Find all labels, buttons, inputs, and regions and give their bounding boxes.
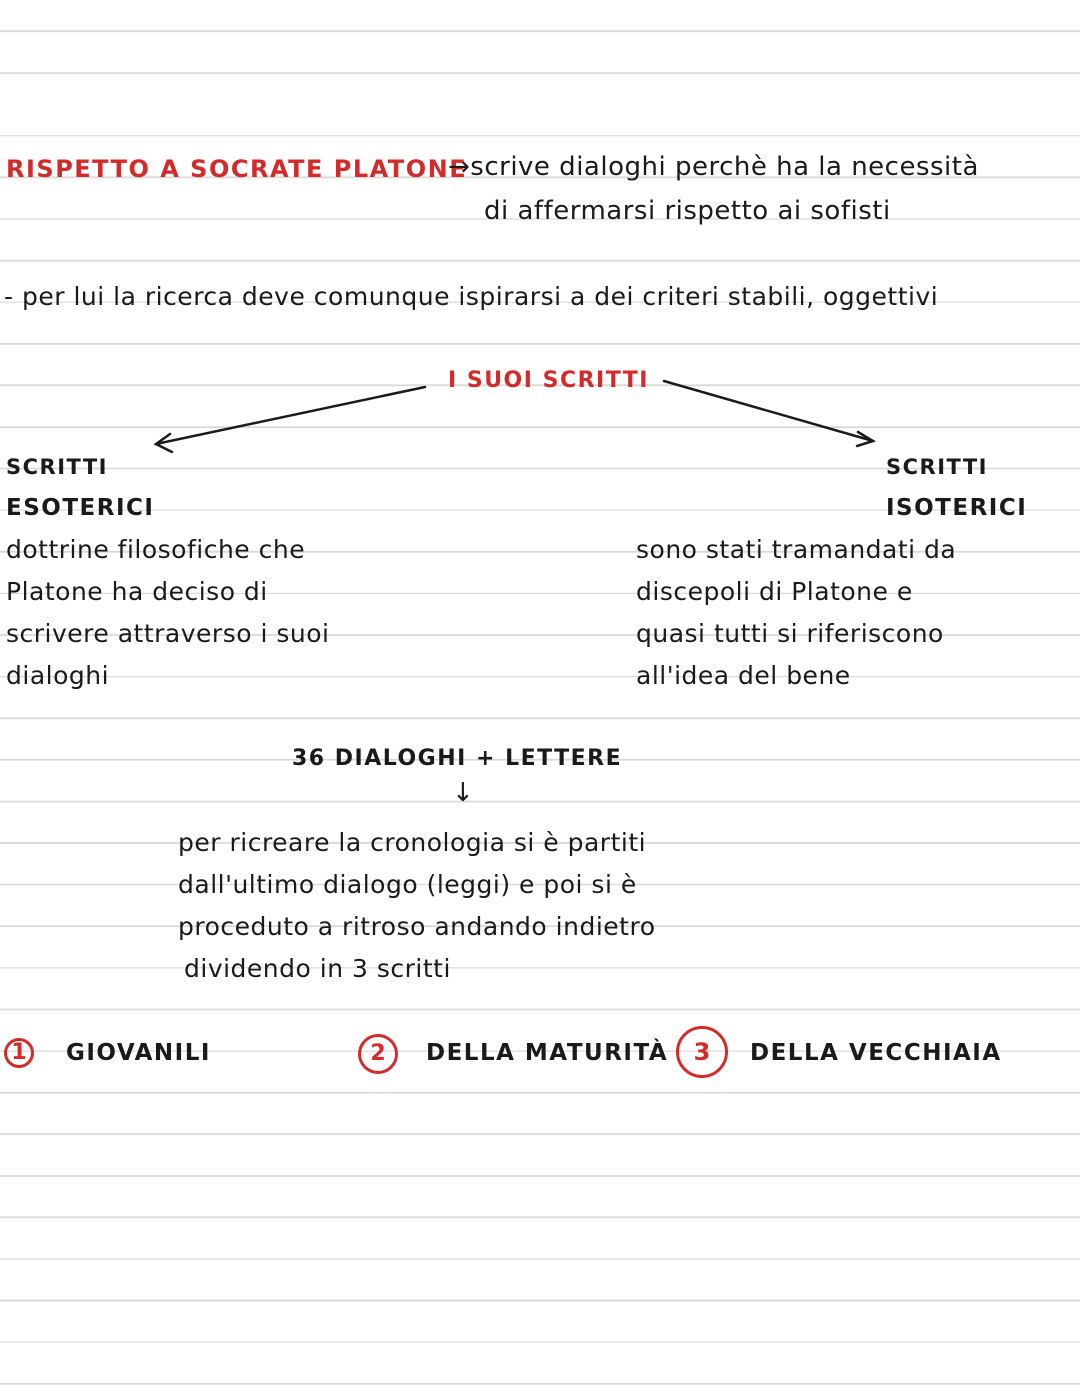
left-title-2: ESOTERICI xyxy=(6,495,155,521)
right-title-1: SCRITTI xyxy=(886,455,988,479)
center-title: I SUOI SCRITTI xyxy=(448,368,649,393)
dialogues-line-3: proceduto a ritroso andando indietro xyxy=(178,912,656,941)
period-number-2: 2 xyxy=(358,1034,398,1074)
left-line-3: scrivere attraverso i suoi xyxy=(6,619,330,648)
right-line-3: quasi tutti si riferiscono xyxy=(636,619,944,648)
period-label-2: DELLA MATURITÀ xyxy=(426,1040,669,1066)
heading-line-1: →scrive dialoghi perchè ha la necessità xyxy=(448,152,979,182)
heading-line-2: di affermarsi rispetto ai sofisti xyxy=(484,196,891,226)
period-label-3: DELLA VECCHIAIA xyxy=(750,1040,1002,1066)
right-title-2: ISOTERICI xyxy=(886,495,1028,521)
dialogues-title: 36 DIALOGHI + LETTERE xyxy=(292,746,623,771)
left-line-1: dottrine filosofiche che xyxy=(6,535,306,564)
arrow-right xyxy=(664,381,873,441)
dialogues-line-2: dall'ultimo dialogo (leggi) e poi si è xyxy=(178,870,637,899)
dialogues-line-1: per ricreare la cronologia si è partiti xyxy=(178,828,647,857)
left-line-2: Platone ha deciso di xyxy=(6,577,268,606)
note-line: - per lui la ricerca deve comunque ispirarsi a dei criteri stabili, oggettivi xyxy=(4,282,939,311)
arrow-left xyxy=(156,387,425,444)
right-line-2: discepoli di Platone e xyxy=(636,577,913,606)
down-arrow-icon: ↓ xyxy=(452,778,475,808)
period-label-1: GIOVANILI xyxy=(66,1040,211,1066)
dialogues-line-4: dividendo in 3 scritti xyxy=(184,954,451,983)
left-title-1: SCRITTI xyxy=(6,455,108,479)
right-line-1: sono stati tramandati da xyxy=(636,535,957,564)
period-number-3: 3 xyxy=(676,1026,728,1078)
heading-red: RISPETTO A SOCRATE PLATONE xyxy=(6,155,468,183)
left-line-4: dialoghi xyxy=(6,661,110,690)
period-number-1: 1 xyxy=(4,1038,34,1068)
right-line-4: all'idea del bene xyxy=(636,661,851,690)
